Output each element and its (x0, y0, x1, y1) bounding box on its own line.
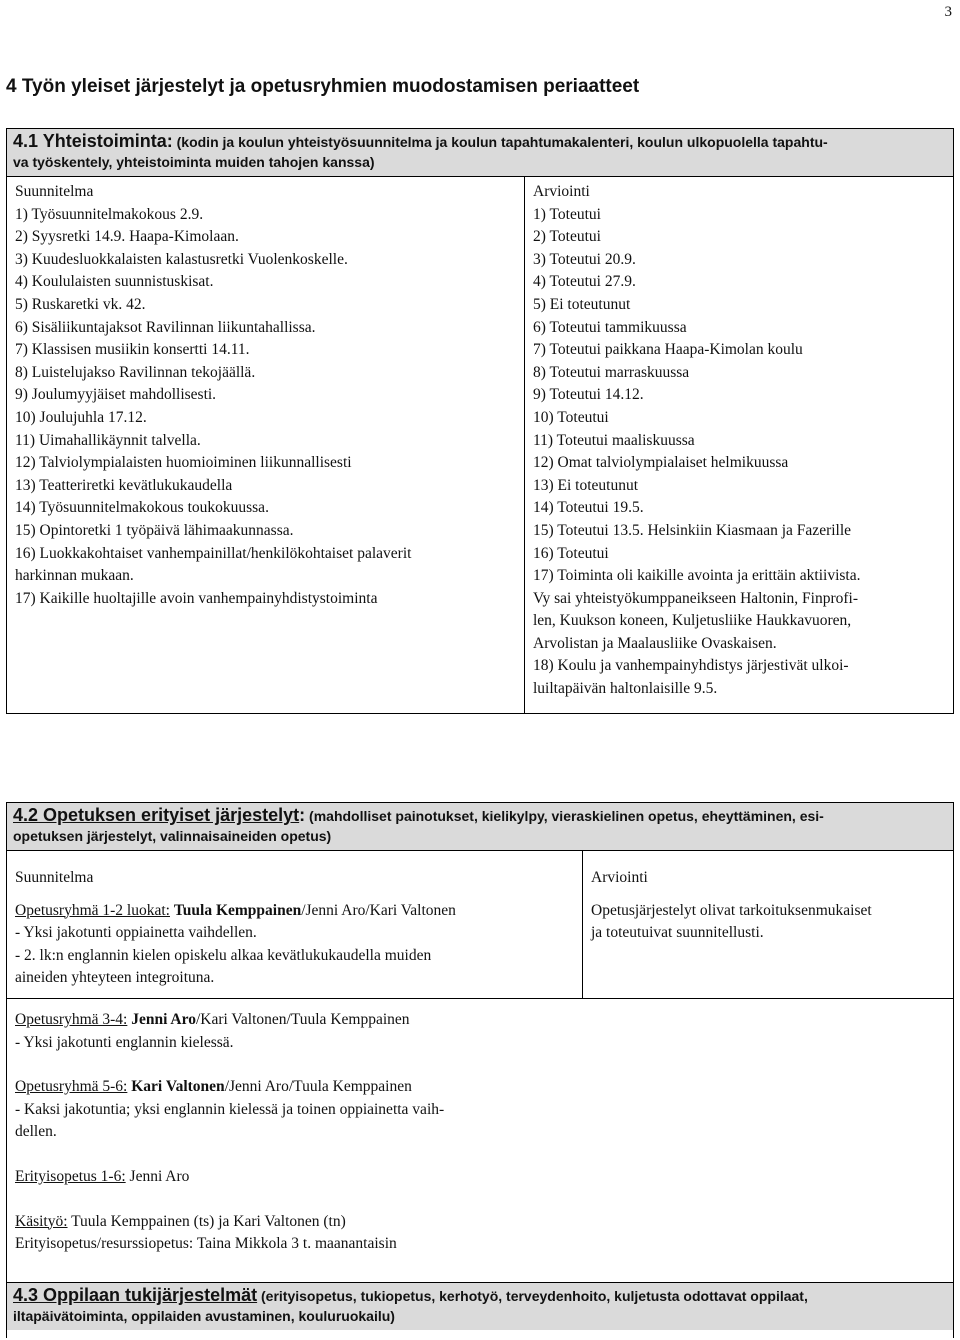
section-4-3 (6, 1282, 954, 1338)
evaluation-item: 2) Toteutui (533, 228, 601, 246)
evaluation-header-4-2: Arviointi (591, 869, 648, 886)
evaluation-column (525, 177, 953, 713)
evaluation-item: 10) Toteutui (533, 408, 609, 426)
evaluation-list (533, 204, 945, 701)
section-4-2-title: Opetuksen erityiset järjestelyt (38, 805, 300, 825)
group-3-4: Opetusryhmä 3-4: Jenni Aro/Kari Valtonen/Tuula Kemppainen (15, 1011, 410, 1028)
evaluation-item: 4) Toteutui 27.9. (533, 273, 636, 291)
plan-item: 2) Syysretki 14.9. Haapa-Kimolaan. (15, 228, 239, 246)
plan-item: 15) Opintoretki 1 työpäivä lähimaakunnassa. (15, 521, 294, 539)
evaluation-item: 6) Toteutui tammikuussa (533, 318, 687, 336)
evaluation-header: Arviointi (533, 183, 590, 200)
evaluation-item: 16) Toteutui (533, 544, 609, 562)
section-4-2 (6, 802, 954, 1282)
special-education: Erityisopetus 1-6: Jenni Aro (15, 1167, 190, 1185)
evaluation-item: len, Kuukson koneen, Kuljetusliike Haukkavuoren, (533, 612, 852, 630)
plan-item: 4) Koululaisten suunnistuskisat. (15, 273, 214, 291)
section-4-3-header (7, 1283, 953, 1330)
evaluation-item: 7) Toteutui paikkana Haapa-Kimolan koulu (533, 341, 803, 359)
page-number: 3 (944, 4, 952, 20)
plan-item: 11) Uimahallikäynnit talvella. (15, 431, 201, 449)
section-4-3-title: Oppilaan tukijärjestelmät (38, 1285, 258, 1305)
plan-item: 9) Joulumyyjäiset mahdollisesti. (15, 386, 217, 404)
plan-item: 13) Teatteriretki kevätlukukaudella (15, 476, 233, 494)
plan-item: 12) Talviolympialaisten huomioiminen liikunnallisesti (15, 454, 352, 472)
plan-header: Suunnitelma (15, 183, 94, 200)
section-4-1-number: 4.1 (13, 131, 39, 151)
plan-item: 8) Luistelujakso Ravilinnan tekojäällä. (15, 363, 256, 381)
crafts: Käsityö: Tuula Kemppainen (ts) ja Kari Valtonen (tn) (15, 1212, 346, 1230)
plan-item: 17) Kaikille huoltajille avoin vanhempainyhdistystoiminta (15, 589, 378, 607)
group-5-6-label: Opetusryhmä 5-6: (15, 1078, 128, 1096)
evaluation-item: 3) Toteutui 20.9. (533, 250, 636, 268)
plan-header-4-2: Suunnitelma (15, 869, 94, 886)
group-3-4-label: Opetusryhmä 3-4: (15, 1011, 128, 1028)
plan-item: 3) Kuudesluokkalaisten kalastusretki Vuolenkoskelle. (15, 250, 348, 268)
section-4-1 (6, 128, 954, 714)
plan-item: 7) Klassisen musiikin konsertti 14.11. (15, 341, 250, 359)
section-4-3-description: (erityisopetus, tukiopetus, kerhotyö, terveydenhoito, kuljetusta odottavat oppilaat, (257, 1288, 808, 1304)
plan-item: 14) Työsuunnitelmakokous toukokuussa. (15, 499, 269, 517)
resource-teaching: Erityisopetus/resurssiopetus: Taina Mikkola 3 t. maanantaisin (15, 1235, 397, 1253)
group-5-6: Opetusryhmä 5-6: Kari Valtonen/Jenni Aro/Tuula Kemppainen (15, 1078, 412, 1096)
plan-item: 6) Sisäliikuntajaksot Ravilinnan liikuntahallissa. (15, 318, 316, 336)
evaluation-item: 15) Toteutui 13.5. Helsinkiin Kiasmaan ja Fazerille (533, 521, 852, 539)
evaluation-item: 12) Omat talviolympialaiset helmikuussa (533, 454, 789, 472)
evaluation-item: Vy sai yhteistyökumppaneikseen Haltonin, Finprofi- (533, 589, 859, 607)
group-3-4-lead-teacher: Jenni Aro (131, 1011, 196, 1028)
evaluation-item: Arvolistan ja Maalausliike Ovaskaisen. (533, 634, 777, 652)
plan-column (7, 177, 525, 713)
section-4-2-number: 4.2 (13, 805, 39, 825)
evaluation-item: 1) Toteutui (533, 205, 601, 223)
section-4-3-description-cont: iltapäivätoiminta, oppilaiden avustaminen, kouluruokailu) (13, 1308, 395, 1324)
evaluation-item: 13) Ei toteutunut (533, 476, 639, 494)
plan-continuation: Opetusryhmä 3-4: Jenni Aro/Kari Valtonen/Tuula Kemppainen - Yksi jakotunti englannin kielessä. Opetusryhmä 5-6: Kari Valtonen/Jenni Aro/Tuula Kemppainen - Kaksi jakotuntia; yksi englannin kielessä ja toinen oppiainetta vaih- dellen. Erityisopetus 1-6: Jenni Aro Käsityö: Tuula Kemppainen (ts) ja Kari Valtonen (tn) Erityisopetus/resurssiopetus: Taina Mikkola 3 t. maanantaisin (7, 999, 953, 1256)
evaluation-item: 17) Toiminta oli kaikille avointa ja erittäin aktiivista. (533, 567, 861, 585)
evaluation-item: luiltapäivän haltonlaisille 9.5. (533, 680, 718, 698)
plan-item: 1) Työsuunnitelmakokous 2.9. (15, 205, 204, 223)
plan-list (15, 204, 516, 611)
section-4-1-header: 4.1 Yhteistoiminta: (kodin ja koulun yhteistyösuunnitelma ja koulun tapahtumakalenteri, koulun ulkopuolella tapahtu- va työskentely, yhteistoiminta muiden tahojen kanssa) (7, 129, 953, 177)
evaluation-item: 5) Ei toteutunut (533, 295, 631, 313)
plan-item: 16) Luokkakohtaiset vanhempainillat/henkilökohtaiset palaverit (15, 544, 412, 562)
evaluation-item: 14) Toteutui 19.5. (533, 499, 644, 517)
plan-item: 10) Joulujuhla 17.12. (15, 408, 147, 426)
plan-item: harkinnan mukaan. (15, 567, 134, 585)
plan-column-4-2: Suunnitelma Opetusryhmä 1-2 luokat: Tuula Kemppainen/Jenni Aro/Kari Valtonen - Yksi jakotunti oppiainetta vaihdellen. - 2. lk:n englannin kielen opiskelu alkaa kevätlukukaudella muiden aineiden yhteyteen integroituna. (7, 851, 583, 999)
group-1-2-lead-teacher: Tuula Kemppainen (173, 901, 302, 919)
section-4-2-description-cont: opetuksen järjestelyt, valinnaisaineiden opetus) (13, 828, 332, 844)
group-5-6-lead-teacher: Kari Valtonen (131, 1078, 225, 1096)
plan-item: 5) Ruskaretki vk. 42. (15, 295, 146, 313)
evaluation-item: 9) Toteutui 14.12. (533, 386, 644, 404)
main-heading: 4 Työn yleiset järjestelyt ja opetusryhmien muodostamisen periaatteet (6, 76, 640, 97)
group-1-2: Opetusryhmä 1-2 luokat: Tuula Kemppainen/Jenni Aro/Kari Valtonen (15, 901, 456, 919)
section-4-2-description: (mahdolliset painotukset, kielikylpy, vieraskielinen opetus, eheyttäminen, esi- (305, 808, 824, 824)
section-4-1-description: (kodin ja koulun yhteistyösuunnitelma ja koulun tapahtumakalenteri, koulun ulkopuolella tapahtu- (172, 134, 828, 150)
section-4-1-title: Yhteistoiminta (38, 131, 167, 151)
evaluation-item: 11) Toteutui maaliskuussa (533, 431, 695, 449)
evaluation-column-4-2: Arviointi Opetusjärjestelyt olivat tarkoituksenmukaiset ja toteutuivat suunnitellusti. (583, 851, 953, 999)
section-4-1-description-cont: va työskentely, yhteistoiminta muiden tahojen kanssa) (13, 154, 375, 170)
evaluation-item: 18) Koulu ja vanhempainyhdistys järjestivät ulkoi- (533, 657, 849, 675)
section-4-3-number: 4.3 (13, 1285, 39, 1305)
evaluation-item: 8) Toteutui marraskuussa (533, 363, 690, 381)
group-1-2-label: Opetusryhmä 1-2 luokat: (15, 901, 170, 919)
section-4-2-header: 4.2 Opetuksen erityiset järjestelyt: (mahdolliset painotukset, kielikylpy, vieraskielinen opetus, eheyttäminen, esi- opetuksen järjestelyt, valinnaisaineiden opetus) (7, 803, 953, 851)
